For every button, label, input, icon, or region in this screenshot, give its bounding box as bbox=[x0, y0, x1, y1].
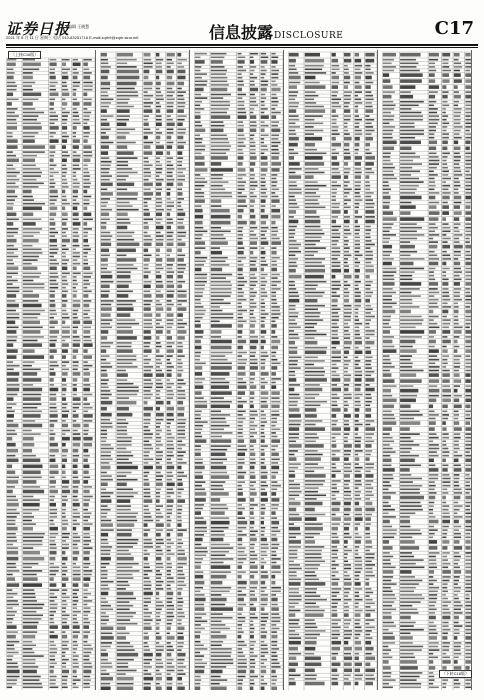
section-title bbox=[209, 20, 343, 43]
table-grid bbox=[382, 52, 472, 690]
continued-from-note: （上接C16版） bbox=[8, 51, 41, 59]
table-column-3 bbox=[194, 50, 284, 690]
disclosure-table-area bbox=[6, 50, 478, 690]
masthead-rule bbox=[6, 44, 478, 46]
section-title-cn: 信息披露 bbox=[209, 23, 274, 42]
table-grid bbox=[194, 52, 283, 690]
table-column-5 bbox=[382, 50, 472, 690]
table-grid bbox=[100, 52, 189, 690]
table-grid bbox=[288, 52, 377, 690]
section-title-en: DISCLOSURE bbox=[274, 31, 344, 41]
continued-to-note: （下转C18版） bbox=[439, 670, 472, 678]
table-column-2 bbox=[100, 50, 190, 690]
masthead-rule-thin bbox=[6, 47, 478, 48]
masthead bbox=[6, 18, 478, 42]
table-grid bbox=[6, 58, 95, 690]
editor-line: 编辑 王晓慧 bbox=[68, 24, 90, 29]
table-column-4 bbox=[288, 50, 378, 690]
page-number: C17 bbox=[434, 18, 474, 39]
table-column-1 bbox=[6, 50, 96, 690]
issue-date-line: 2021 年 8 月 11 日 星期三 电话 010-83251716 E-mail:zqrb9@zqrb.sina.net bbox=[6, 35, 139, 40]
newspaper-logo: 证券日报 bbox=[6, 20, 71, 38]
